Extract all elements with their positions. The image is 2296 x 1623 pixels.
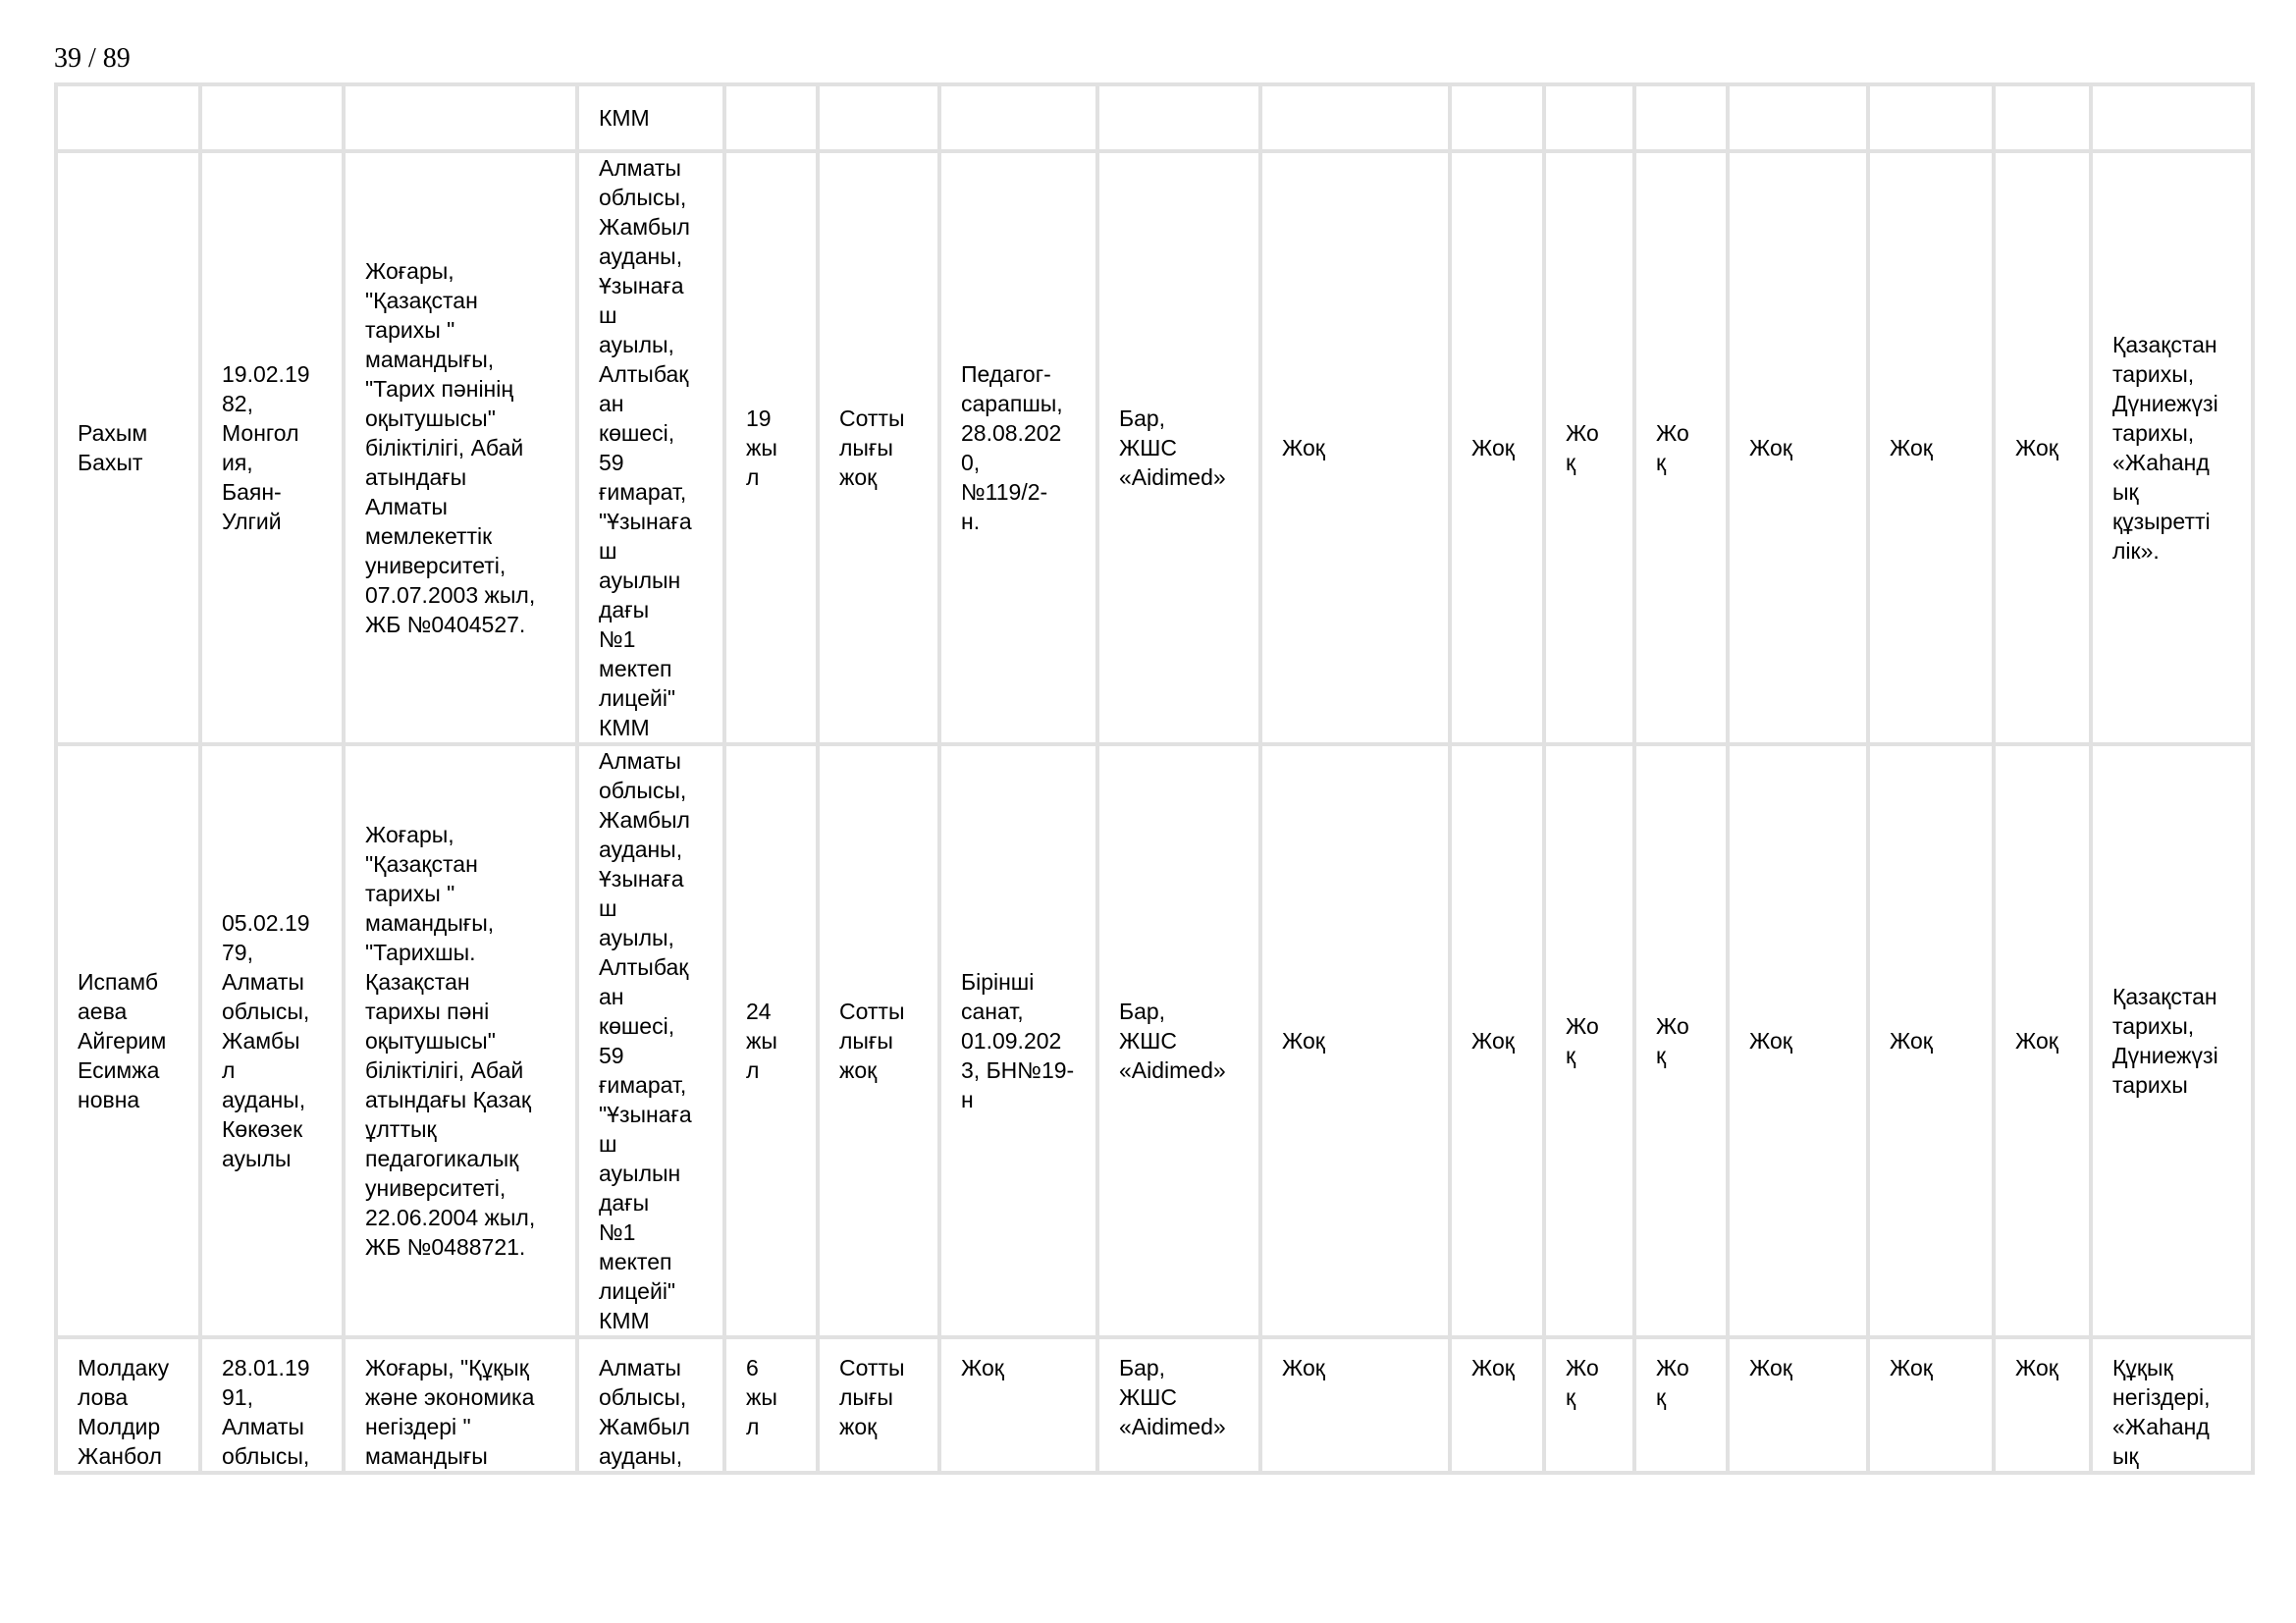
table-cell: Бар, ЖШС «Aidimed» — [1095, 1335, 1258, 1475]
table-cell: КММ — [575, 82, 722, 149]
table-cell: Жо қ — [1542, 742, 1632, 1335]
table-cell: Сотты лығы жоқ — [816, 742, 937, 1335]
table-cell — [1448, 82, 1542, 149]
table-cell: Сотты лығы жоқ — [816, 149, 937, 742]
table-cell: Жо қ — [1632, 742, 1726, 1335]
table-cell: Қазақстан тарихы, Дүниежүзі тарихы — [2089, 742, 2255, 1335]
table-cell: Алматы облысы, Жамбыл ауданы, Ұзынаға ш ауылы, Алтыбақ ан көшесі, 59 ғимарат, "Ұзынаға ш ауылын дағы №1 мектеп лицейі" КММ — [575, 742, 722, 1335]
table-cell: Алматы облысы, Жамбыл ауданы, — [575, 1335, 722, 1475]
table-cell: Испамб аева Айгерим Есимжа новна — [54, 742, 198, 1335]
table-cell — [1992, 82, 2089, 149]
table-cell — [2089, 82, 2255, 149]
table-cell: Бірінші санат, 01.09.202 3, БН№19- н — [937, 742, 1095, 1335]
table-cell: Рахым Бахыт — [54, 149, 198, 742]
table-row-continuation — [54, 82, 2255, 149]
table-cell: Жо қ — [1632, 1335, 1726, 1475]
table-cell: 28.01.19 91, Алматы облысы, — [198, 1335, 342, 1475]
table-cell: Жоқ — [1866, 742, 1992, 1335]
table-cell: Сотты лығы жоқ — [816, 1335, 937, 1475]
table-row-rakhym — [54, 149, 2255, 742]
table-cell — [937, 82, 1095, 149]
table-cell — [54, 82, 198, 149]
table-cell: Жоғары, "Құқық және экономика негіздері " мамандығы — [342, 1335, 575, 1475]
table-cell: Молдаку лова Молдир Жанбол — [54, 1335, 198, 1475]
table-cell: Жоқ — [1866, 149, 1992, 742]
table-cell: Жоқ — [937, 1335, 1095, 1475]
table-row-ispambaeva — [54, 742, 2255, 1335]
table-cell: Жоқ — [1726, 742, 1866, 1335]
page-number: 39 / 89 — [54, 43, 131, 74]
table-row-moldakulova — [54, 1335, 2255, 1475]
table-cell: Жоқ — [1448, 149, 1542, 742]
table-cell — [816, 82, 937, 149]
table-cell: Жоқ — [1258, 1335, 1448, 1475]
table-cell: Жо қ — [1542, 1335, 1632, 1475]
table-cell — [342, 82, 575, 149]
table-cell — [1726, 82, 1866, 149]
table-cell — [198, 82, 342, 149]
table-cell: Бар, ЖШС «Aidimed» — [1095, 149, 1258, 742]
table-cell: Бар, ЖШС «Aidimed» — [1095, 742, 1258, 1335]
table-cell — [1866, 82, 1992, 149]
table-cell — [1632, 82, 1726, 149]
table-cell: Жоқ — [1448, 742, 1542, 1335]
table-cell: 6 жы л — [722, 1335, 816, 1475]
table-cell — [722, 82, 816, 149]
table-cell: Жоқ — [1726, 149, 1866, 742]
table-cell: Жоқ — [1448, 1335, 1542, 1475]
table-cell: 05.02.19 79, Алматы облысы, Жамбы л ауданы, Көкөзек ауылы — [198, 742, 342, 1335]
table-cell: Педагог- сарапшы, 28.08.202 0, №119/2- н. — [937, 149, 1095, 742]
table-cell: 19.02.19 82, Монгол ия, Баян- Улгий — [198, 149, 342, 742]
table-cell: Жоқ — [1992, 742, 2089, 1335]
table-cell — [1542, 82, 1632, 149]
table-cell: Жоқ — [1992, 149, 2089, 742]
table-cell: Жоқ — [1726, 1335, 1866, 1475]
table-cell: 24 жы л — [722, 742, 816, 1335]
personnel-table — [54, 82, 2255, 1475]
table-cell — [1095, 82, 1258, 149]
table-cell: Жоқ — [1258, 742, 1448, 1335]
table-cell — [1258, 82, 1448, 149]
table-cell: Алматы облысы, Жамбыл ауданы, Ұзынаға ш ауылы, Алтыбақ ан көшесі, 59 ғимарат, "Ұзынаға ш ауылын дағы №1 мектеп лицейі" КММ — [575, 149, 722, 742]
table-cell: Жоғары, "Қазақстан тарихы " мамандығы, "Тарих пәнінің оқытушысы" біліктілігі, Абай атындағы Алматы мемлекеттік университеті, 07.07.2003 жыл, ЖБ №0404527. — [342, 149, 575, 742]
table-cell: Жоқ — [1992, 1335, 2089, 1475]
table-cell: Құқық негіздері, «Жаһанд ық — [2089, 1335, 2255, 1475]
table-cell: Жоқ — [1258, 149, 1448, 742]
table-cell: 19 жы л — [722, 149, 816, 742]
table-cell: Жоғары, "Қазақстан тарихы " мамандығы, "Тарихшы. Қазақстан тарихы пәні оқытушысы" біліктілігі, Абай атындағы Қазақ ұлттық педагогикалық университеті, 22.06.2004 жыл, ЖБ №0488721. — [342, 742, 575, 1335]
table-cell: Жо қ — [1542, 149, 1632, 742]
table-cell: Қазақстан тарихы, Дүниежүзі тарихы, «Жаһанд ық құзыретті лік». — [2089, 149, 2255, 742]
table-cell: Жоқ — [1866, 1335, 1992, 1475]
table-cell: Жо қ — [1632, 149, 1726, 742]
